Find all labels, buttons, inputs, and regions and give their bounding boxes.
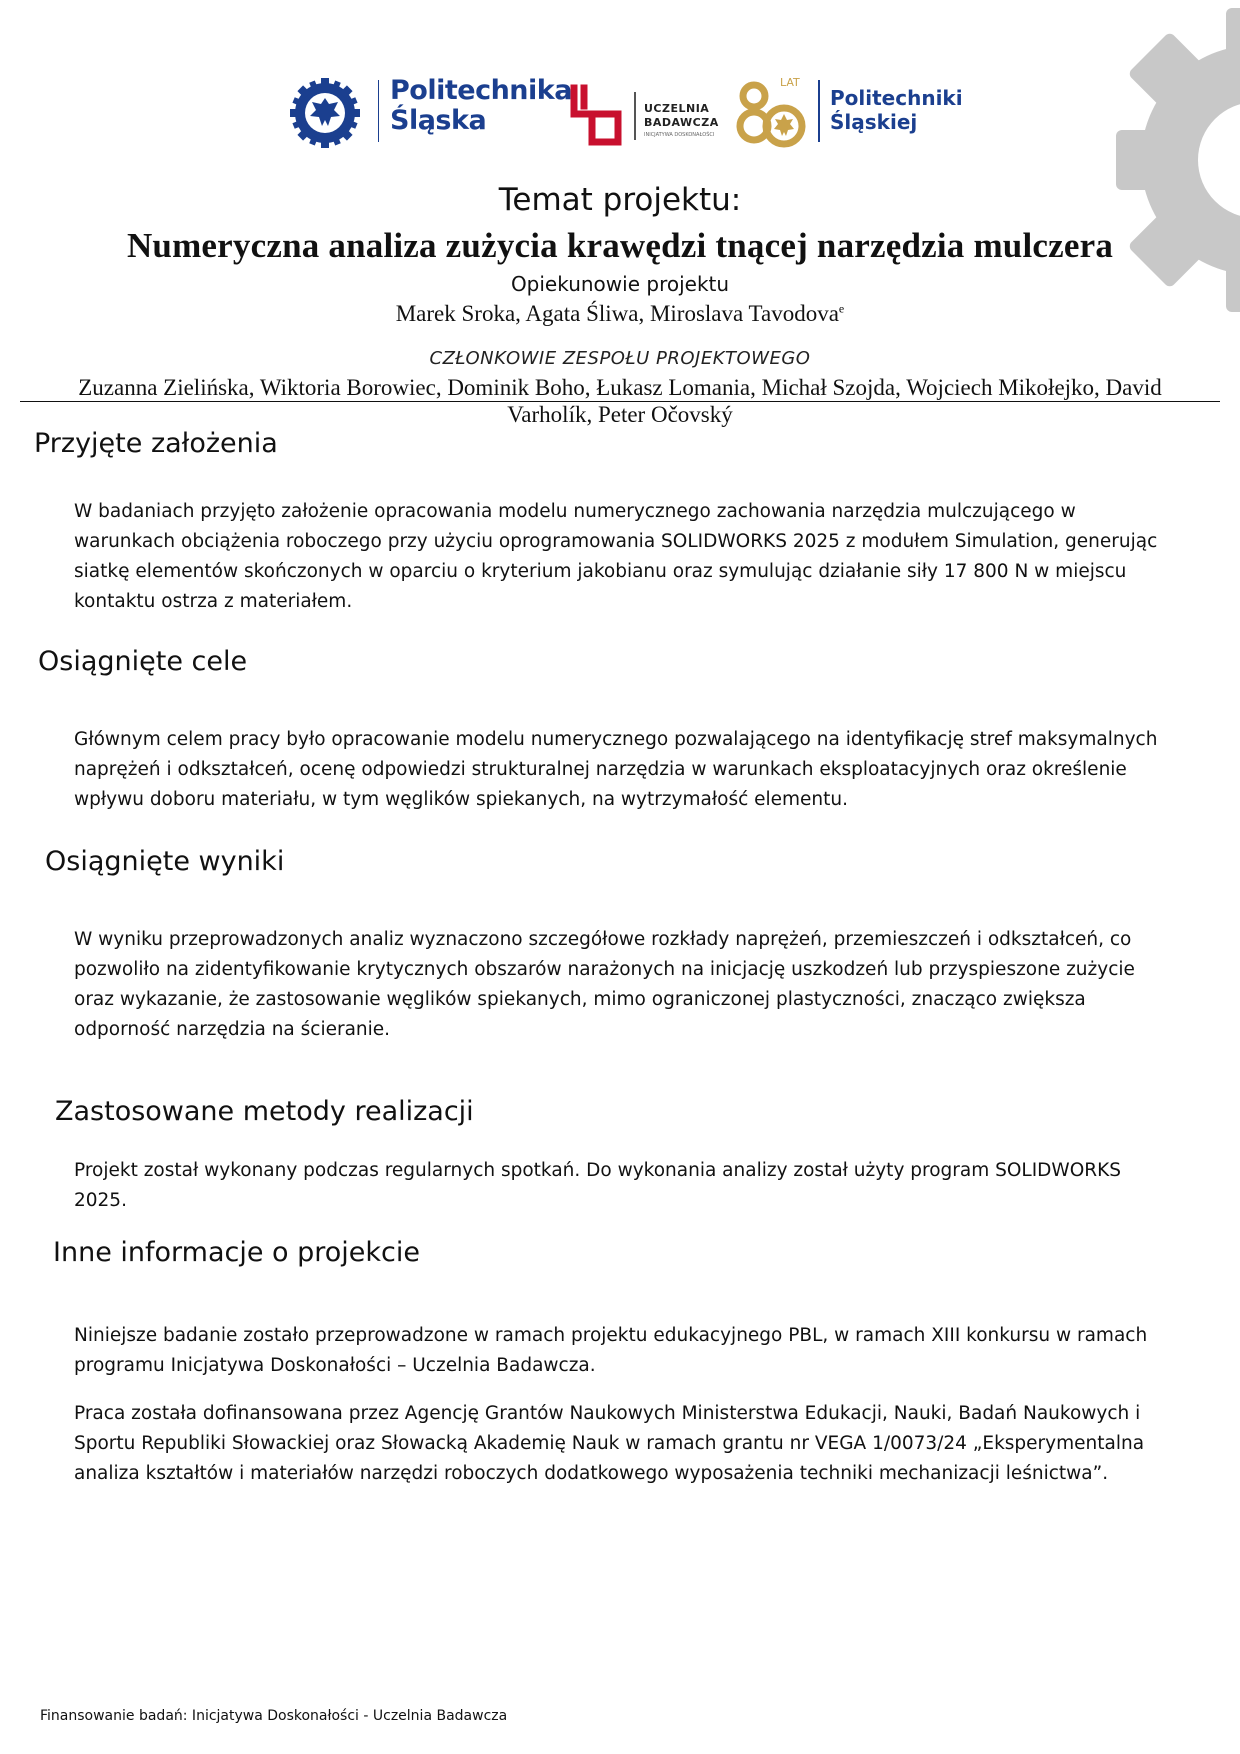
section-heading-other: Inne informacje o projekcie [53, 1237, 421, 1268]
gear-decoration-icon [1076, 8, 1240, 312]
anniversary-80-logo [736, 74, 963, 150]
section-heading-goals: Osiągnięte cele [38, 646, 248, 677]
logo-divider [378, 80, 379, 142]
footer-funding: Finansowanie badań: Inicjatywa Doskonałości - Uczelnia Badawcza [40, 1708, 508, 1724]
politechnika-slaska-logo [290, 75, 572, 148]
uczelnia-badawcza-wordmark [644, 102, 719, 130]
section-text-results: W wyniku przeprowadzonych analiz wyznaczono szczegółowe rozkłady naprężeń, przemieszczeń i odkształceń, co pozwoliło na zidentyfikowanie krytycznych obszarów narażonych na inicjację uszkodzeń lub przyspieszone zużycie oraz wykazanie, że zastosowanie węglików spiekanych, mimo ograniczonej plastyczności, znacząco zwiększa odporność narzędzia na ścieranie. [74, 929, 1135, 1040]
supervisors-text: Marek Sroka, Agata Śliwa, Miroslava Tavodova [395, 301, 839, 326]
project-title: Numeryczna analiza zużycia krawędzi tnącej narzędzia mulczera [126, 226, 1114, 265]
team-members-line-1: Zuzanna Zielińska, Wiktoria Borowiec, Dominik Boho, Łukasz Lomania, Michał Szojda, Wojciech Mikołejko, David [78, 375, 1162, 400]
supervisors-names [0, 301, 1240, 327]
uczelnia-badawcza-logo [568, 80, 718, 148]
university-emblem-icon [290, 78, 360, 148]
project-title-label: Temat projektu: [498, 182, 742, 218]
uczelnia-badawcza-mark-icon [568, 84, 624, 146]
wordmark-line-1: UCZELNIA [644, 102, 710, 115]
section-text-other-2: Praca została dofinansowana przez Agencję Grantów Naukowych Ministerstwa Edukacji, Nauki, Badań Naukowych i Sportu Republiki Słowackiej oraz Słowacką Akademię Nauk w ramach grantu nr VEGA 1/0073/24 „Eksperymentalna analiza kształtów i materiałów narzędzi roboczych dodatkowego wyposażenia techniki mechanizacji leśnictwa”. [74, 1403, 1145, 1484]
section-heading-assumptions: Przyjęte założenia [34, 428, 278, 459]
section-heading-methods: Zastosowane metody realizacji [55, 1096, 474, 1127]
section-heading-results: Osiągnięte wyniki [45, 846, 285, 877]
anniversary-lat-label: LAT [780, 76, 800, 89]
wordmark-line-2: BADAWCZA [644, 116, 719, 129]
supervisors-superscript: e [838, 301, 845, 316]
team-members-label: CZŁONKOWIE ZESPOŁU PROJEKTOWEGO [429, 348, 811, 369]
section-text-assumptions: W badaniach przyjęto założenie opracowania modelu numerycznego zachowania narzędzia mulczującego w warunkach obciążenia roboczego przy użyciu oprogramowania SOLIDWORKS 2025 z modułem Simulation, generując siatkę elementów skończonych w oparciu o kryterium jakobianu oraz symulując działanie siły 17 800 N w miejscu kontaktu ostrza z materiałem. [74, 501, 1158, 612]
wordmark-line-2: Śląska [390, 105, 487, 136]
wordmark-line-1: Politechnika [390, 75, 572, 106]
team-members-line-2: Varholík, Peter Očovský [507, 402, 733, 427]
politechnika-slaska-wordmark [390, 76, 572, 136]
section-text-other-1: Niniejsze badanie zostało przeprowadzone w ramach projektu edukacyjnego PBL, w ramach XIII konkursu w ramach programu Inicjatywa Doskonałości – Uczelnia Badawcza. [74, 1325, 1148, 1376]
section-text-methods: Projekt został wykonany podczas regularnych spotkań. Do wykonania analizy został użyty program SOLIDWORKS 2025. [74, 1160, 1122, 1211]
logo-divider [634, 92, 636, 140]
anniversary-wordmark [830, 86, 963, 134]
logo-divider [818, 80, 820, 142]
section-text-goals: Głównym celem pracy było opracowanie modelu numerycznego pozwalającego na identyfikację stref maksymalnych naprężeń i odkształceń, ocenę odpowiedzi strukturalnej narzędzia w warunkach eksploatacyjnych oraz określenie wpływu doboru materiału, w tym węglików spiekanych, na wytrzymałość elementu. [74, 729, 1158, 810]
wordmark-line-2: Śląskiej [830, 110, 918, 134]
wordmark-line-1: Politechniki [830, 86, 963, 110]
members-underline [20, 401, 1220, 402]
supervisors-label: Opiekunowie projektu [510, 272, 730, 296]
wordmark-subtitle: INICJATYWA DOSKONAŁOŚCI [644, 132, 715, 138]
